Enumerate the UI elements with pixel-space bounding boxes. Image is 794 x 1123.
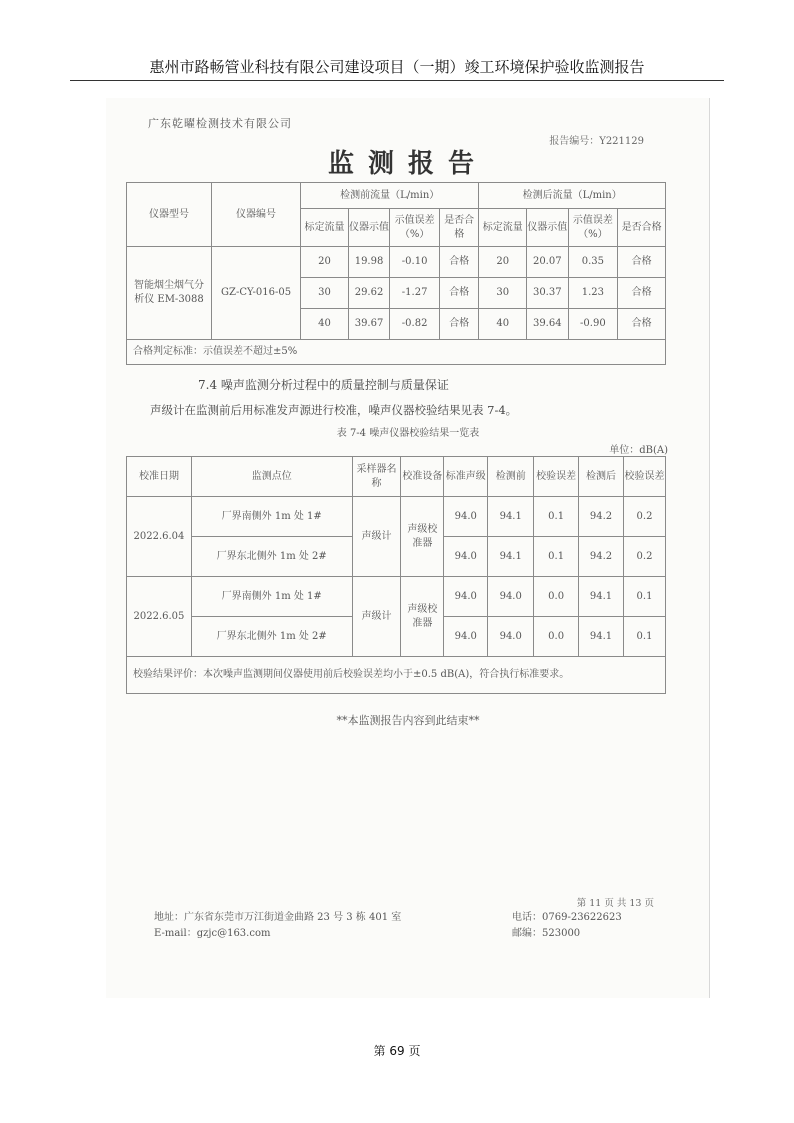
point-cell: 厂界南侧外 1m 处 1# (191, 497, 352, 537)
header-after: 检测后 (579, 457, 624, 497)
cell-before-pass: 合格 (440, 278, 479, 309)
date-cell: 2022.6.04 (127, 497, 192, 577)
report-end-mark: **本监测报告内容到此结束** (336, 714, 480, 727)
instrument-model-cell: 智能烟尘烟气分析仪 EM-3088 (127, 247, 212, 340)
before-cell: 94.0 (488, 577, 534, 617)
subheader-reading: 仪器示值 (527, 209, 568, 247)
header-standard-level: 标准声级 (444, 457, 488, 497)
header-date: 校准日期 (127, 457, 192, 497)
sampler-cell: 声级计 (352, 497, 401, 577)
point-cell: 厂界东北侧外 1m 处 2# (191, 617, 352, 657)
flow-calibration-table (126, 182, 666, 365)
after-cell: 94.2 (579, 537, 624, 577)
header-instrument-model: 仪器型号 (127, 183, 212, 247)
header-calibrator: 校准设备 (401, 457, 444, 497)
subheader-error: 示值误差（%） (390, 209, 440, 247)
cell-after-std: 30 (479, 278, 527, 309)
cell-after-pass: 合格 (618, 309, 666, 340)
after-cell: 94.1 (579, 617, 624, 657)
cell-before-error: -1.27 (390, 278, 440, 309)
cell-before-reading: 29.62 (348, 278, 389, 309)
before-cell: 94.0 (488, 617, 534, 657)
error-after-cell: 0.2 (624, 497, 666, 537)
cell-after-error: 0.35 (568, 247, 618, 278)
cell-before-reading: 19.98 (348, 247, 389, 278)
error-after-cell: 0.1 (624, 617, 666, 657)
calibrator-cell: 声级校准器 (401, 497, 444, 577)
cell-before-pass: 合格 (440, 309, 479, 340)
header-flow-after: 检测后流量（L/min） (479, 183, 666, 209)
phone: 电话：0769-23622623 (512, 912, 622, 923)
cell-after-std: 20 (479, 247, 527, 278)
calibrator-cell: 声级校准器 (401, 577, 444, 657)
error-after-cell: 0.1 (624, 577, 666, 617)
std-level-cell: 94.0 (444, 577, 488, 617)
scanned-report-page (106, 98, 710, 998)
subheader-pass: 是否合格 (440, 209, 479, 247)
subheader-error: 示值误差（%） (568, 209, 618, 247)
cell-after-error: -0.90 (568, 309, 618, 340)
subheader-pass: 是否合格 (618, 209, 666, 247)
point-cell: 厂界南侧外 1m 处 1# (191, 577, 352, 617)
error-before-cell: 0.0 (534, 577, 579, 617)
table-caption: 表 7-4 噪声仪器校验结果一览表 (336, 428, 480, 439)
cell-before-std: 30 (301, 278, 349, 309)
cell-before-std: 40 (301, 309, 349, 340)
cell-before-reading: 39.67 (348, 309, 389, 340)
calibration-evaluation: 校验结果评价：本次噪声监测期间仪器使用前后校验误差均小于±0.5 dB(A)，符合执行标准要求。 (127, 657, 666, 694)
subheader-reading: 仪器示值 (348, 209, 389, 247)
header-before: 检测前 (488, 457, 534, 497)
after-cell: 94.2 (579, 497, 624, 537)
pass-criteria: 合格判定标准：示值误差不超过±5% (127, 340, 666, 365)
section-heading: 7.4 噪声监测分析过程中的质量控制与质量保证 (198, 378, 449, 392)
address: 地址：广东省东莞市万江街道金曲路 23 号 3 栋 401 室 (154, 912, 402, 923)
cell-before-error: -0.82 (390, 309, 440, 340)
error-before-cell: 0.0 (534, 617, 579, 657)
cell-after-reading: 30.37 (527, 278, 568, 309)
date-cell: 2022.6.05 (127, 577, 192, 657)
sampler-cell: 声级计 (352, 577, 401, 657)
header-flow-before: 检测前流量（L/min） (301, 183, 479, 209)
cell-before-std: 20 (301, 247, 349, 278)
cell-after-std: 40 (479, 309, 527, 340)
postcode: 邮编：523000 (512, 928, 581, 939)
body-paragraph: 声级计在监测前后用标准发声源进行校准，噪声仪器校验结果见表 7-4。 (150, 403, 518, 417)
std-level-cell: 94.0 (444, 497, 488, 537)
before-cell: 94.1 (488, 537, 534, 577)
table-row (127, 577, 666, 617)
header-sampler: 采样器名称 (352, 457, 401, 497)
email: E-mail：gzjc@163.com (154, 928, 271, 939)
std-level-cell: 94.0 (444, 617, 488, 657)
report-number: 报告编号：Y221129 (549, 136, 644, 147)
document-header: 惠州市路畅管业科技有限公司建设项目（一期）竣工环境保护验收监测报告 (70, 56, 724, 81)
cell-after-reading: 20.07 (527, 247, 568, 278)
header-error-before: 校验误差 (534, 457, 579, 497)
cell-after-reading: 39.64 (527, 309, 568, 340)
cell-after-pass: 合格 (618, 247, 666, 278)
after-cell: 94.1 (579, 577, 624, 617)
subheader-std-flow: 标定流量 (479, 209, 527, 247)
footer-contact-left (154, 910, 401, 942)
before-cell: 94.1 (488, 497, 534, 537)
header-instrument-code: 仪器编号 (211, 183, 300, 247)
table-row (127, 247, 666, 278)
error-before-cell: 0.1 (534, 497, 579, 537)
header-point: 监测点位 (191, 457, 352, 497)
company-name: 广东乾曜检测技术有限公司 (148, 117, 292, 130)
cell-before-error: -0.10 (390, 247, 440, 278)
std-level-cell: 94.0 (444, 537, 488, 577)
error-before-cell: 0.1 (534, 537, 579, 577)
instrument-code-cell: GZ-CY-016-05 (211, 247, 300, 340)
header-error-after: 校验误差 (624, 457, 666, 497)
unit-label: 单位：dB(A) (609, 445, 668, 456)
cell-before-pass: 合格 (440, 247, 479, 278)
footer-contact-right (512, 910, 622, 942)
noise-calibration-table (126, 456, 666, 694)
scan-page-counter: 第 11 页 共 13 页 (576, 898, 654, 909)
report-title: 监测报告 (327, 149, 488, 179)
cell-after-pass: 合格 (618, 278, 666, 309)
point-cell: 厂界东北侧外 1m 处 2# (191, 537, 352, 577)
subheader-std-flow: 标定流量 (301, 209, 349, 247)
page-number: 第 69 页 (373, 1044, 421, 1058)
error-after-cell: 0.2 (624, 537, 666, 577)
cell-after-error: 1.23 (568, 278, 618, 309)
table-row (127, 497, 666, 537)
